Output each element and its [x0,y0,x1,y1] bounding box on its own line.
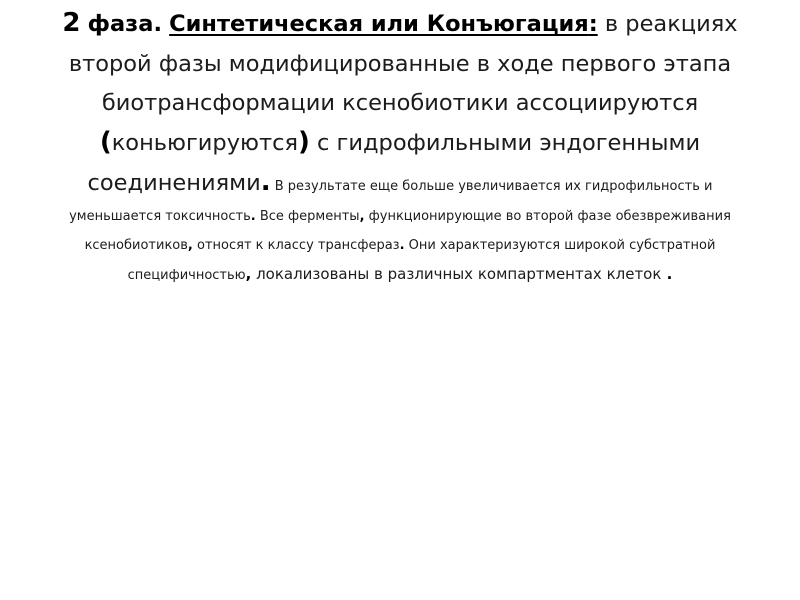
heading-line [14,2,786,45]
small-line-2-c: Они характеризуются широкой субстратной [404,237,716,253]
text-block [14,2,786,291]
heading-colon: : [588,11,598,37]
heading-lead: в реакциях [597,11,738,37]
last-line-comma: , [245,265,252,283]
small-line-1-c: функционирующие во второй фазе обезвреживания [364,209,731,224]
small-line-1-b: Все ферменты [255,209,360,224]
small-line-1 [14,203,786,232]
small-line-1-comma: , [359,209,365,224]
body-line-3 [14,123,786,163]
mixed-small: В результате еще больше увеличивается их гидрофильность и [270,179,713,194]
phase-word: фаза [87,11,154,37]
small-line-2-dot: . [399,237,405,253]
paren-text: коньюгируются [111,130,298,156]
mixed-dot: . [260,167,271,197]
paren-rest: с гидрофильными эндогенными [309,130,701,156]
mixed-big: соединениями [87,170,261,196]
small-line-1-a: уменьшается токсичность [69,209,251,224]
paren-close: ) [297,127,310,157]
heading-title: Синтетическая или Конъюгация [169,11,589,37]
phase-dot: . [153,11,162,37]
last-line-mid: локализованы в различных компартментах клеток [251,265,662,283]
paren-open: ( [99,127,112,157]
small-line-1-dot: . [250,209,256,224]
body-line-1: второй фазы модифицированные в ходе первого этапа [68,51,732,77]
last-line-small: специфичностью [127,268,246,283]
small-line-2-comma: , [187,237,193,253]
small-line-2 [14,232,786,261]
small-line-2-b: относят к классу трансфераз [192,237,400,253]
phase-number: 2 [62,8,81,38]
small-line-3 [14,260,786,291]
body-line-2: биотрансформации ксенобиотики ассоциируются [101,90,699,116]
small-line-2-a: ксенобиотиков [84,237,188,253]
last-line-end: . [661,265,673,283]
body-line-4 [14,163,786,203]
